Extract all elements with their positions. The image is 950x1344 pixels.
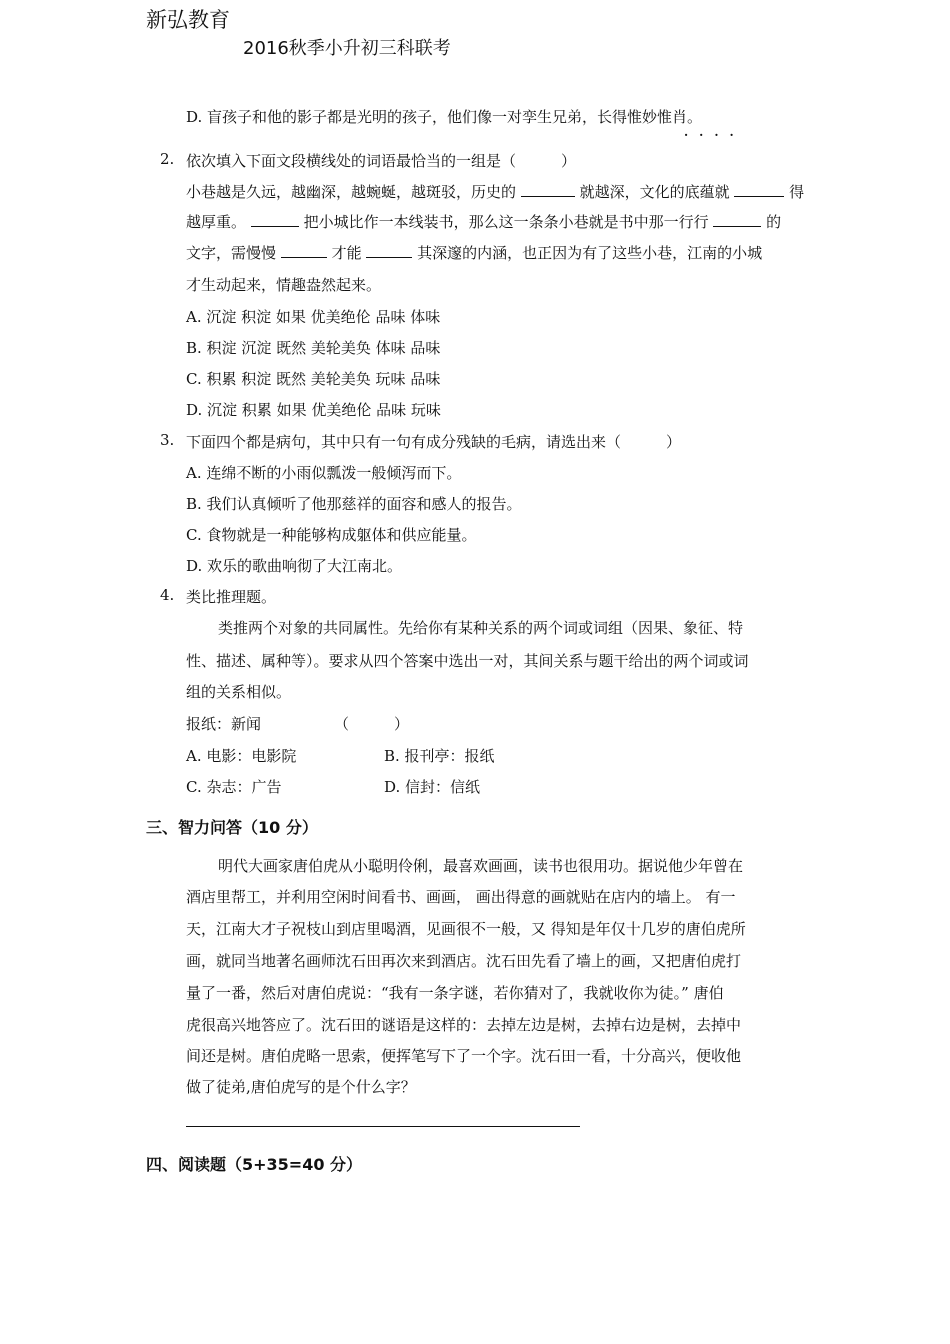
q2-number: 2. bbox=[160, 150, 175, 168]
school-brand: 新弘教育 bbox=[146, 8, 230, 32]
q2-stem: 依次填入下面文段横线处的词语最恰当的一组是（ ） bbox=[186, 152, 577, 170]
q3-option-d[interactable]: D. 欢乐的歌曲响彻了大江南北。 bbox=[186, 557, 403, 575]
riddle-line: 虎很高兴地答应了。沈石田的谜语是这样的：去掉左边是树，去掉右边是树，去掉中 bbox=[186, 1016, 742, 1034]
answer-line[interactable] bbox=[186, 1126, 580, 1127]
q4-option-b[interactable]: B. 报刊亭：报纸 bbox=[384, 747, 495, 765]
emphasis-dots: ···· bbox=[684, 128, 745, 142]
fill-blank-5[interactable] bbox=[281, 243, 327, 258]
fill-blank-3[interactable] bbox=[251, 212, 299, 227]
q2-option-c[interactable]: C. 积累 积淀 既然 美轮美奂 玩味 品味 bbox=[186, 370, 441, 388]
q2-passage-line-1: 小巷越是久远，越幽深，越蜿蜒，越斑驳，历史的 就越深，文化的底蕴就 得 bbox=[186, 183, 805, 201]
riddle-line: 天，江南大才子祝枝山到店里喝酒，见画很不一般，又 得知是年仅十几岁的唐伯虎所 bbox=[186, 920, 746, 938]
q4-number: 4. bbox=[160, 586, 175, 604]
riddle-line: 做了徒弟,唐伯虎写的是个什么字？ bbox=[186, 1078, 416, 1096]
q2-passage-line-2: 越厚重。 把小城比作一本线装书，那么这一条条小巷就是书中那一行行 的 bbox=[186, 213, 782, 231]
exam-title: 2016秋季小升初三科联考 bbox=[243, 38, 451, 59]
riddle-line: 酒店里帮工，并利用空闲时间看书、画画， 画出得意的画就贴在店内的墙上。 有一 bbox=[186, 888, 736, 906]
q3-number: 3. bbox=[160, 431, 175, 449]
q2-passage-line-4: 才生动起来，情趣盎然起来。 bbox=[186, 276, 382, 294]
q3-option-b[interactable]: B. 我们认真倾听了他那慈祥的面容和感人的报告。 bbox=[186, 495, 522, 513]
q4-option-a[interactable]: A. 电影：电影院 bbox=[186, 747, 297, 765]
fill-blank-6[interactable] bbox=[366, 243, 412, 258]
q4-answer-parens[interactable]: （ ） bbox=[334, 715, 410, 733]
q4-option-c[interactable]: C. 杂志：广告 bbox=[186, 778, 282, 796]
q2-option-b[interactable]: B. 积淀 沉淀 既然 美轮美奂 体味 品味 bbox=[186, 339, 441, 357]
fill-blank-4[interactable] bbox=[713, 212, 761, 227]
q3-option-a[interactable]: A. 连绵不断的小雨似瓢泼一般倾泻而下。 bbox=[186, 464, 462, 482]
q4-option-d[interactable]: D. 信封：信纸 bbox=[384, 778, 481, 796]
fill-blank-2[interactable] bbox=[734, 182, 784, 197]
q4-description-line: 组的关系相似。 bbox=[186, 683, 292, 701]
riddle-line: 量了一番，然后对唐伯虎说：“我有一条字谜，若你猜对了，我就收你为徒。” 唐伯 bbox=[186, 984, 724, 1002]
q4-description-line: 性、描述、属种等）。要求从四个答案中选出一对，其间关系与题干给出的两个词或词 bbox=[186, 652, 749, 670]
q3-stem: 下面四个都是病句，其中只有一句有成分残缺的毛病，请选出来（ ） bbox=[186, 433, 682, 451]
q2-option-a[interactable]: A. 沉淀 积淀 如果 优美绝伦 品味 体味 bbox=[186, 308, 441, 326]
riddle-line: 明代大画家唐伯虎从小聪明伶俐，最喜欢画画，读书也很用功。据说他少年曾在 bbox=[218, 857, 744, 875]
q4-stem: 类比推理题。 bbox=[186, 588, 277, 606]
q4-prompt: 报纸：新闻 bbox=[186, 715, 262, 733]
section-3-title: 三、智力问答（10 分） bbox=[146, 818, 318, 837]
q2-passage-line-3: 文字，需慢慢 才能 其深邃的内涵，也正因为有了这些小巷，江南的小城 bbox=[186, 244, 763, 262]
riddle-line: 画，就同当地著名画师沈石田再次来到酒店。沈石田先看了墙上的画，又把唐伯虎打 bbox=[186, 952, 742, 970]
q1-option-d: D. 盲孩子和他的影子都是光明的孩子，他们像一对孪生兄弟，长得惟妙惟肖。 bbox=[186, 108, 703, 126]
q3-option-c[interactable]: C. 食物就是一种能够构成躯体和供应能量。 bbox=[186, 526, 477, 544]
section-4-title: 四、阅读题（5+35=40 分） bbox=[146, 1155, 363, 1174]
fill-blank-1[interactable] bbox=[521, 182, 575, 197]
q4-description-line: 类推两个对象的共同属性。先给你有某种关系的两个词或词组（因果、象征、特 bbox=[218, 619, 744, 637]
riddle-line: 间还是树。唐伯虎略一思索，便挥笔写下了一个字。沈石田一看，十分高兴，便收他 bbox=[186, 1047, 742, 1065]
q2-option-d[interactable]: D. 沉淀 积累 如果 优美绝伦 品味 玩味 bbox=[186, 401, 441, 419]
